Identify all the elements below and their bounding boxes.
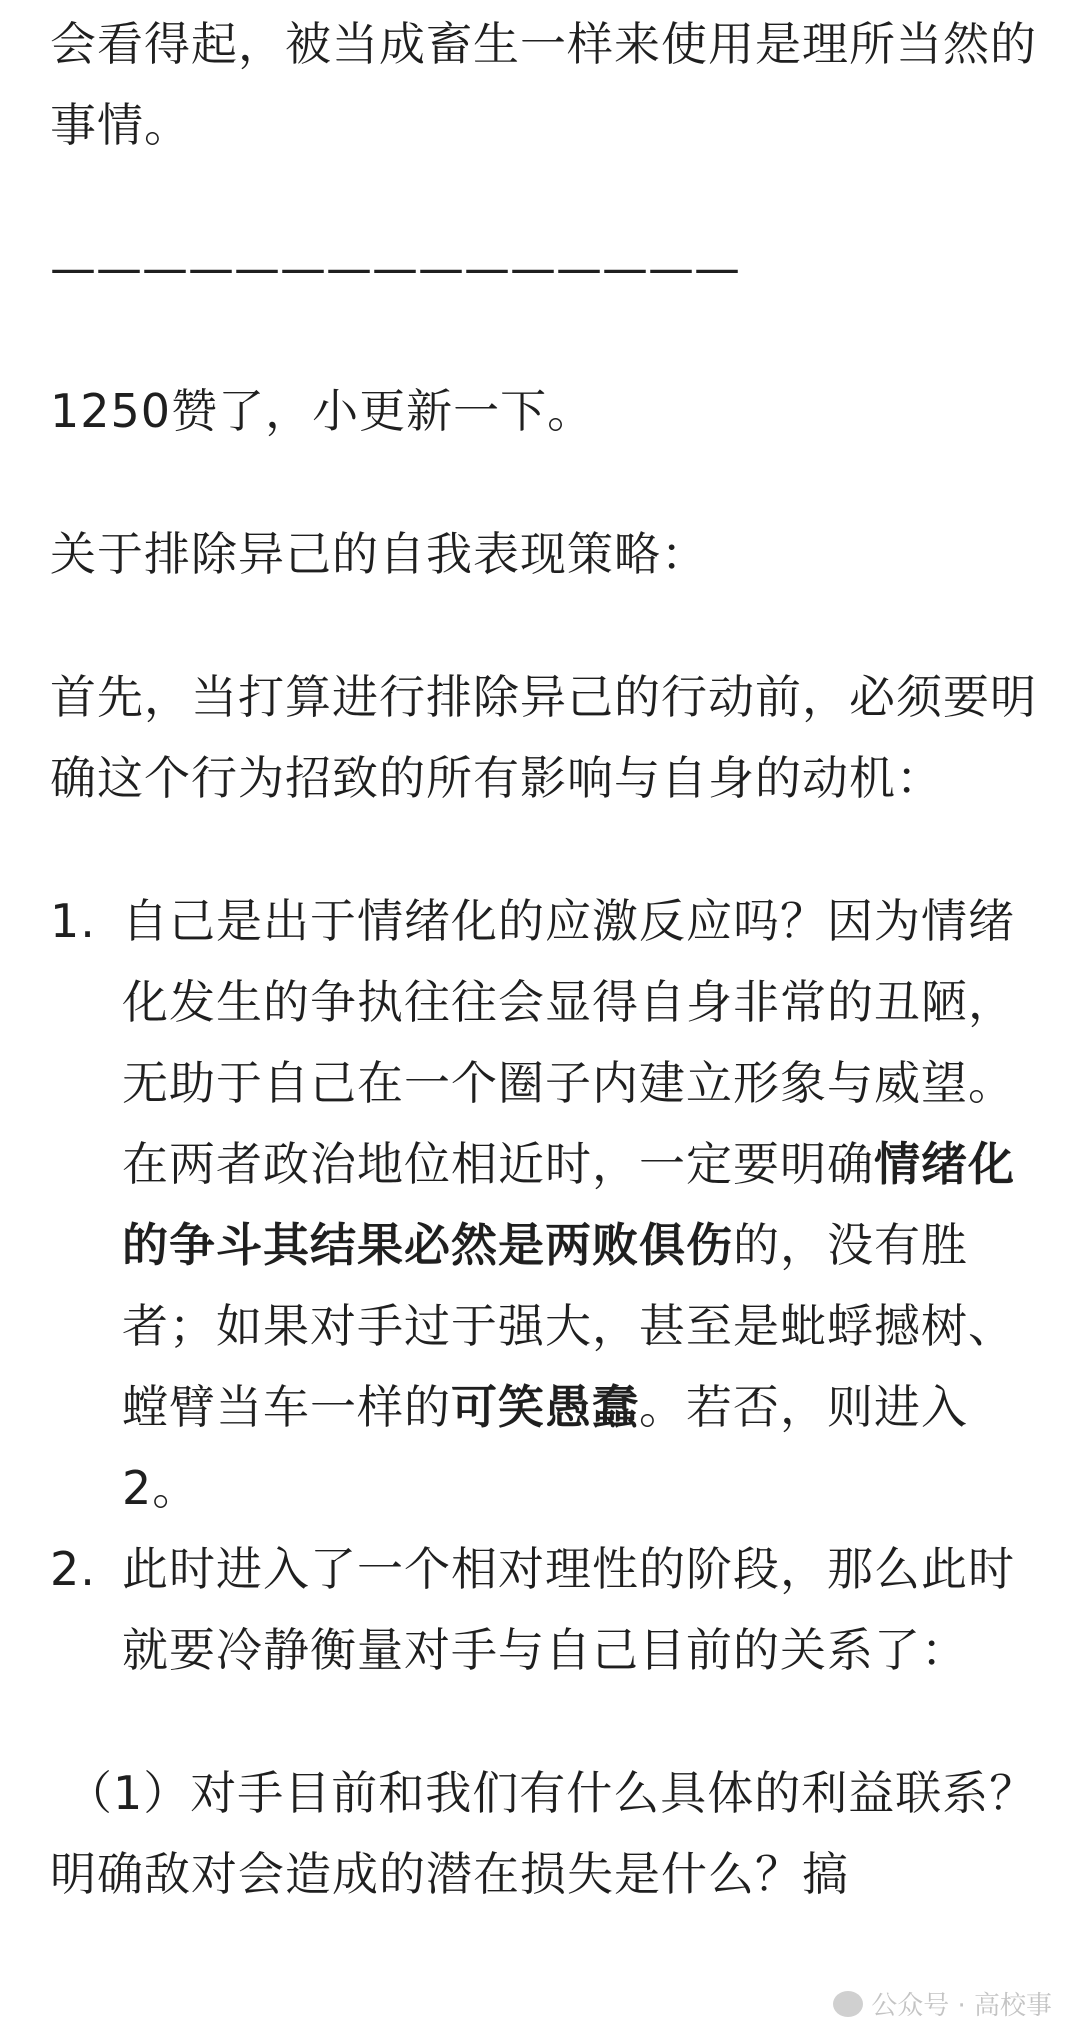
bold-text: 情绪化的争斗其结果必然是两败俱伤 — [122, 1137, 1015, 1272]
spacer — [50, 819, 1040, 881]
numbered-list — [50, 881, 1040, 1691]
spacer — [50, 452, 1040, 514]
spacer — [50, 166, 1040, 228]
text-run: 自己是出于情绪化的应激反应吗？因为情绪化发生的争执往往会显得自身非常的丑陋，无助于自己在一个圈子内建立形象与威望。在两者政治地位相近时，一定要明确 — [122, 894, 1015, 1191]
paragraph-first: 首先，当打算进行排除异己的行动前，必须要明确这个行为招致的所有影响与自身的动机： — [50, 670, 1037, 805]
paragraph-intro: 会看得起，被当成畜生一样来使用是理所当然的事情。 — [50, 17, 1037, 152]
spacer — [50, 309, 1040, 371]
paragraph-heading: 关于排除异己的自我表现策略： — [50, 527, 708, 581]
watermark-text: 公众号 · 高校事 — [871, 1991, 1052, 2021]
list-number: 2. — [50, 1542, 96, 1596]
bold-text: 可笑愚蠢 — [451, 1380, 639, 1434]
list-item-text: 此时进入了一个相对理性的阶段，那么此时就要冷静衡量对手与自己目前的关系了： — [122, 1542, 1015, 1677]
sub-paragraph: （1）对手目前和我们有什么具体的利益联系？明确敌对会造成的潜在损失是什么？搞 — [50, 1766, 1037, 1901]
text-run: 。若否，则进入2。 — [122, 1380, 968, 1515]
spacer — [50, 1691, 1040, 1753]
text-run: 的，没有胜者；如果对手过于强大，甚至是蚍蜉撼树、螳臂当车一样的 — [122, 1218, 1015, 1434]
list-item — [50, 881, 1040, 1529]
wechat-icon — [833, 1991, 863, 2017]
spacer — [50, 595, 1040, 657]
list-number: 1. — [50, 894, 96, 948]
divider-line: ——————————————— — [50, 241, 740, 295]
article-body — [50, 0, 1040, 1915]
paragraph-update: 1250赞了，小更新一下。 — [50, 384, 595, 438]
list-item — [50, 1529, 1040, 1691]
watermark — [833, 1985, 1052, 2022]
list-item-text — [122, 881, 1040, 1529]
